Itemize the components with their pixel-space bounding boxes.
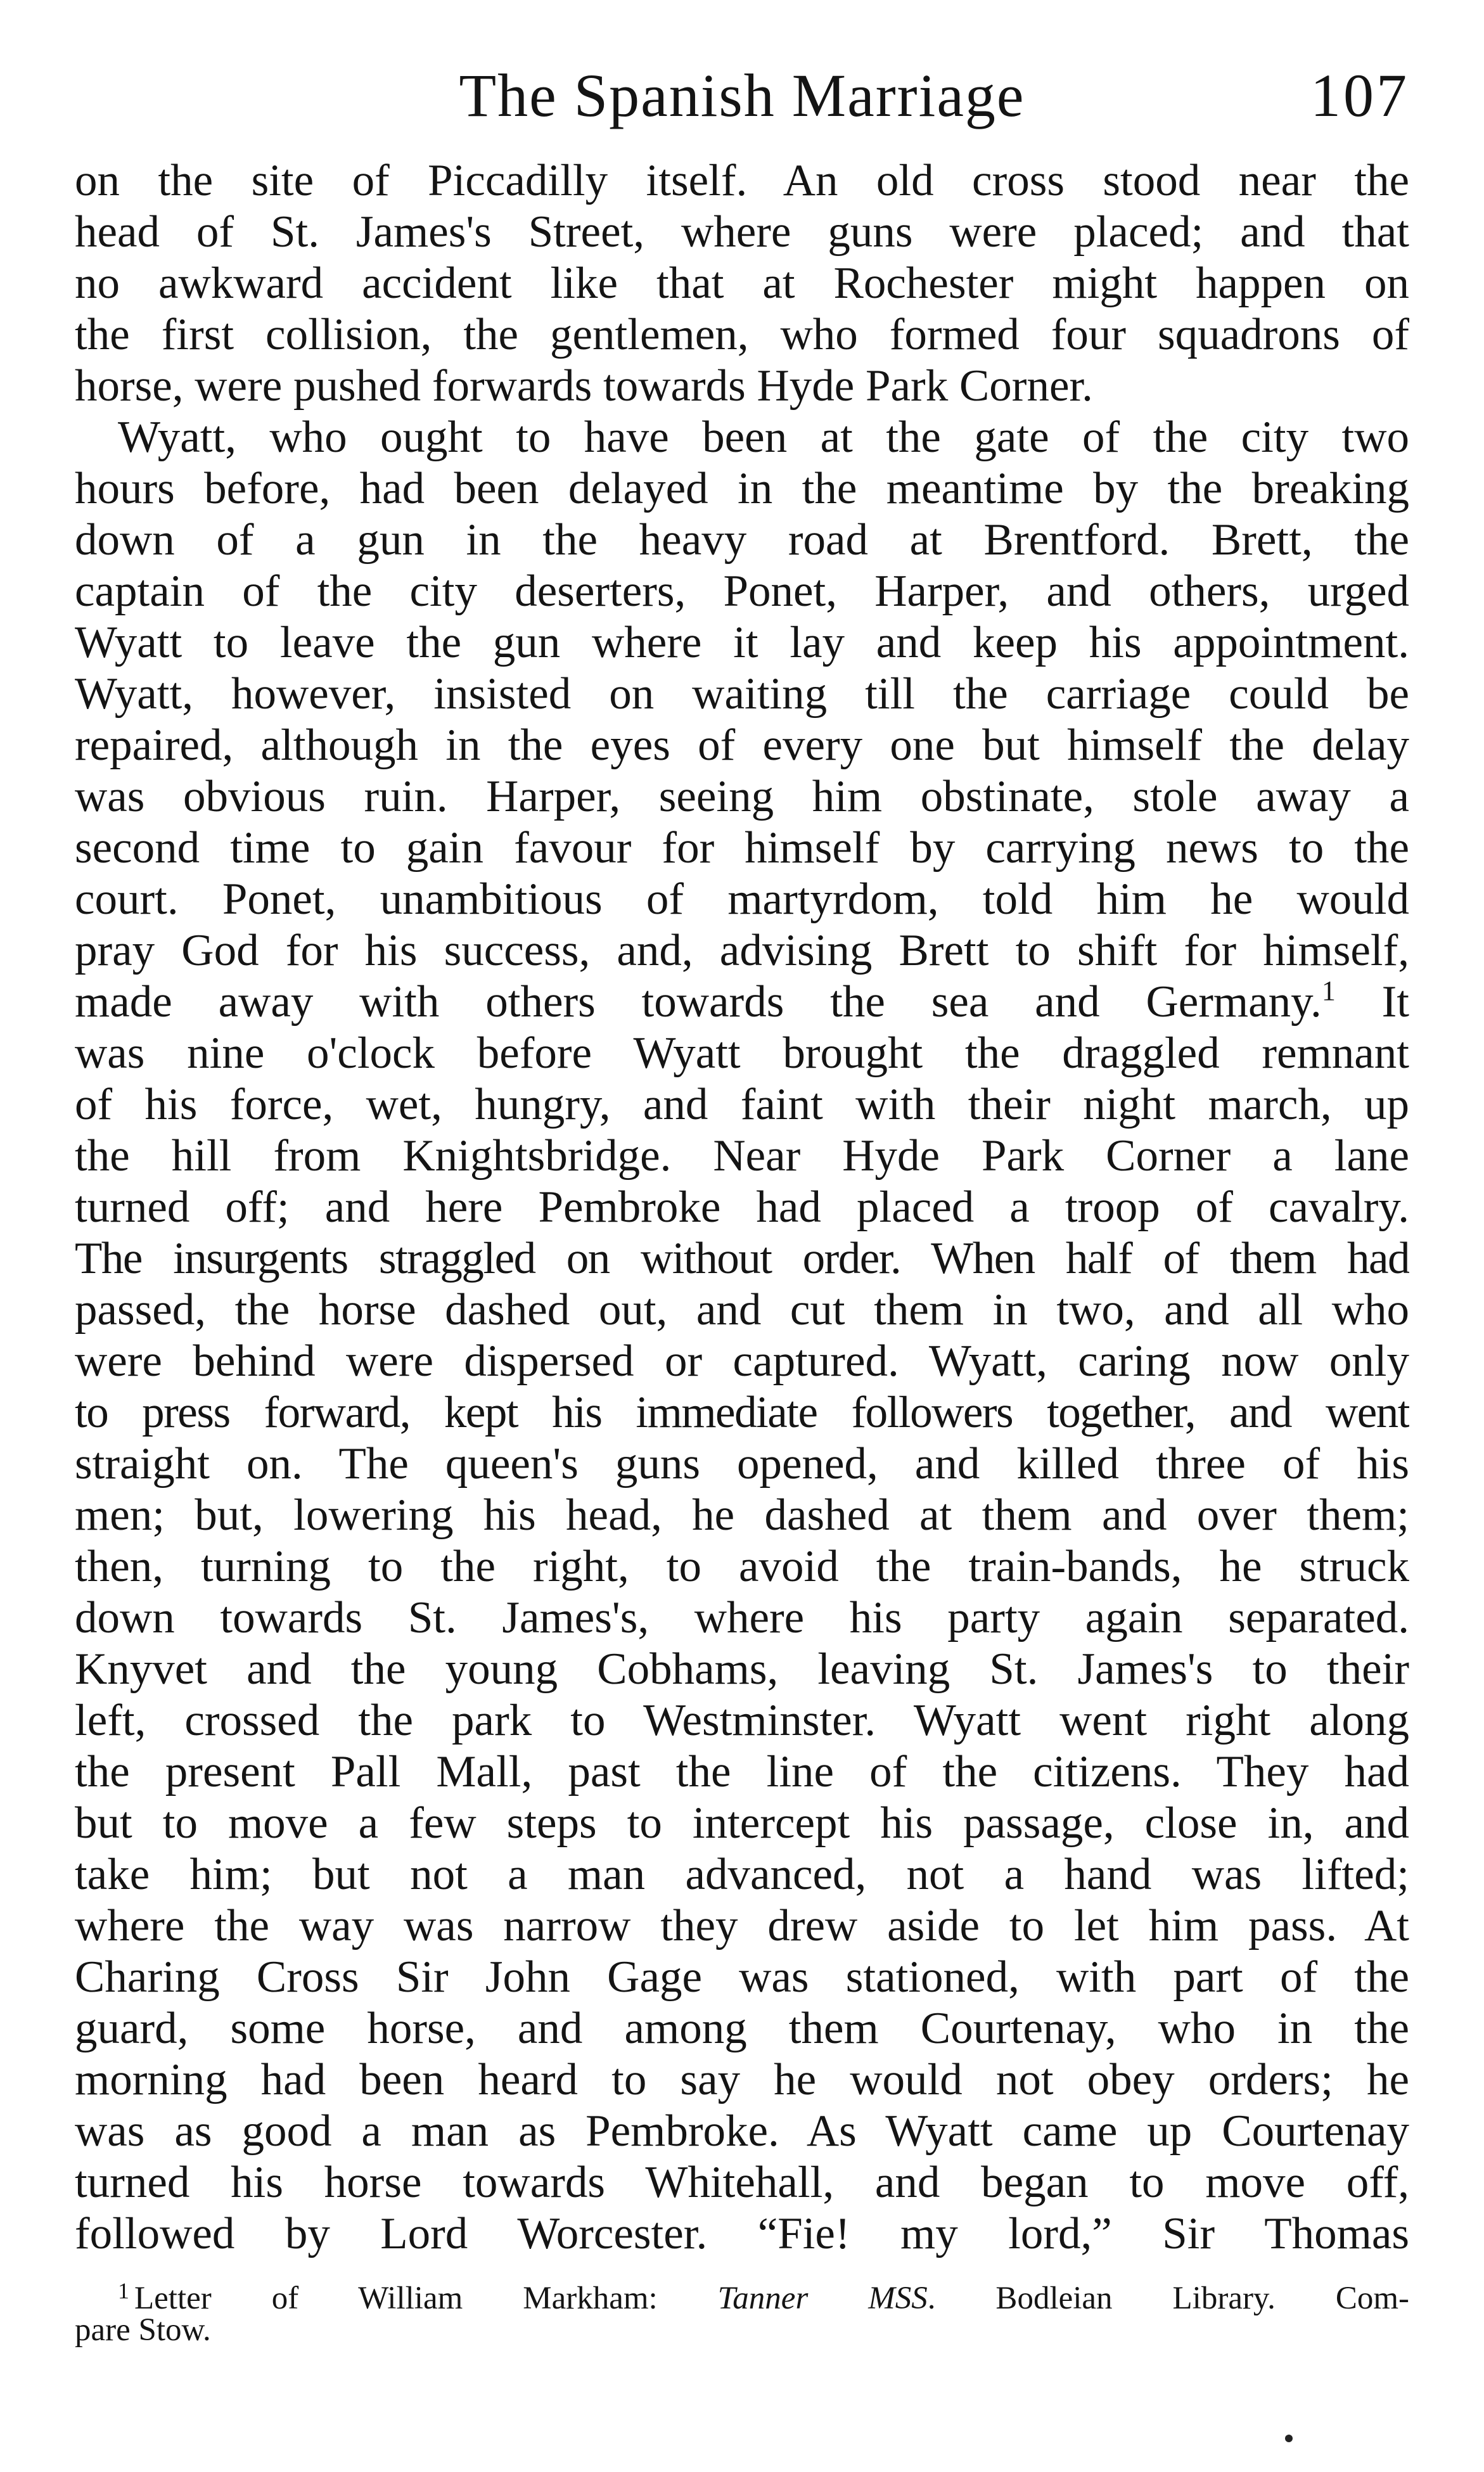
text-line: Wyatt, however, insisted on waiting till the carriage could be [75, 669, 1409, 719]
footnote-source-title: Tanner MSS [717, 2281, 928, 2316]
text-line: followed by Lord Worcester. “Fie! my lord,” Sir Thomas [75, 2209, 1409, 2258]
text-line: left, crossed the park to Westminster. Wyatt went right along [75, 1696, 1409, 1745]
text-line: was obvious ruin. Harper, seeing him obstinate, stole away a [75, 772, 1409, 821]
text-line: down of a gun in the heavy road at Brentford. Brett, the [75, 515, 1409, 565]
book-page [75, 60, 1409, 2350]
text-line: second time to gain favour for himself by carrying news to the [75, 823, 1409, 873]
text-line: Knyvet and the young Cobhams, leaving St. James's to their [75, 1644, 1409, 1694]
text-line-with-note [75, 977, 1409, 1028]
footnote-mark: 1 [118, 2278, 129, 2303]
text-line: morning had been heard to say he would not obey orders; he [75, 2055, 1409, 2104]
text-line: horse, were pushed forwards towards Hyde Park Corner. [75, 361, 1093, 411]
text-line: turned his horse towards Whitehall, and began to move off, [75, 2158, 1409, 2207]
text-segment: It [1335, 977, 1409, 1027]
text-line: but to move a few steps to intercept his passage, close in, and [75, 1798, 1409, 1848]
page-number: 107 [1310, 61, 1409, 129]
text-line: men; but, lowering his head, he dashed at them and over them; [75, 1490, 1409, 1540]
text-line: on the site of Piccadilly itself. An old cross stood near the [75, 156, 1409, 205]
text-line: Charing Cross Sir John Gage was stationed, with part of the [75, 1952, 1409, 2002]
text-segment: made away with others towards the sea and Germany. [75, 977, 1322, 1027]
text-line: captain of the city deserters, Ponet, Harper, and others, urged [75, 567, 1409, 616]
running-title: The Spanish Marriage [459, 61, 1025, 129]
text-line: the hill from Knightsbridge. Near Hyde Park Corner a lane [75, 1131, 1409, 1181]
footnote-line: pare Stow. [75, 2312, 211, 2348]
text-line: court. Ponet, unambitious of martyrdom, told him he would [75, 874, 1409, 924]
text-line: then, turning to the right, to avoid the train-bands, he struck [75, 1542, 1409, 1591]
text-line: the first collision, the gentlemen, who formed four squadrons of [75, 310, 1409, 359]
text-line: Wyatt to leave the gun where it lay and keep his appointment. [75, 618, 1409, 667]
footnote-text: . Bodleian Library. Com- [927, 2281, 1409, 2316]
running-head [75, 60, 1409, 155]
ink-speck [1285, 2435, 1293, 2442]
text-line: hours before, had been delayed in the meantime by the breaking [75, 464, 1409, 513]
text-line: head of St. James's Street, where guns were placed; and that [75, 207, 1409, 257]
text-line: straight on. The queen's guns opened, and killed three of his [75, 1439, 1409, 1489]
text-line: was as good a man as Pembroke. As Wyatt came up Courtenay [75, 2106, 1409, 2156]
text-line: where the way was narrow they drew aside to let him pass. At [75, 1901, 1409, 1950]
paragraph [75, 412, 1409, 2260]
paragraph [75, 155, 1409, 412]
text-line: pray God for his success, and, advising Brett to shift for himself, [75, 926, 1409, 975]
text-line: turned off; and here Pembroke had placed a troop of cavalry. [75, 1182, 1409, 1232]
text-line: were behind were dispersed or captured. Wyatt, caring now only [75, 1336, 1409, 1386]
text-line: down towards St. James's, where his party again separated. [75, 1593, 1409, 1643]
text-line: Wyatt, who ought to have been at the gate of the city two [118, 413, 1409, 462]
text-line: was nine o'clock before Wyatt brought the draggled remnant [75, 1028, 1409, 1078]
text-line: guard, some horse, and among them Courtenay, who in the [75, 2004, 1409, 2053]
text-line: of his force, wet, hungry, and faint with their night march, up [75, 1080, 1409, 1129]
footnote-line [75, 2271, 1409, 2316]
text-line: the present Pall Mall, past the line of the citizens. They had [75, 1747, 1409, 1796]
text-line: take him; but not a man advanced, not a hand was lifted; [75, 1850, 1409, 1899]
text-line: repaired, although in the eyes of every one but himself the delay [75, 720, 1409, 770]
text-line: no awkward accident like that at Rochester might happen on [75, 259, 1409, 308]
footnote [75, 2271, 1409, 2350]
text-line: to press forward, kept his immediate followers together, and went [75, 1388, 1409, 1437]
text-line: The insurgents straggled on without order. When half of them had [75, 1234, 1409, 1283]
body-text [75, 155, 1409, 2260]
footnote-reference: 1 [1321, 977, 1336, 1006]
footnote-text: Letter of William Markham: [134, 2281, 718, 2316]
text-line: passed, the horse dashed out, and cut them in two, and all who [75, 1285, 1409, 1335]
